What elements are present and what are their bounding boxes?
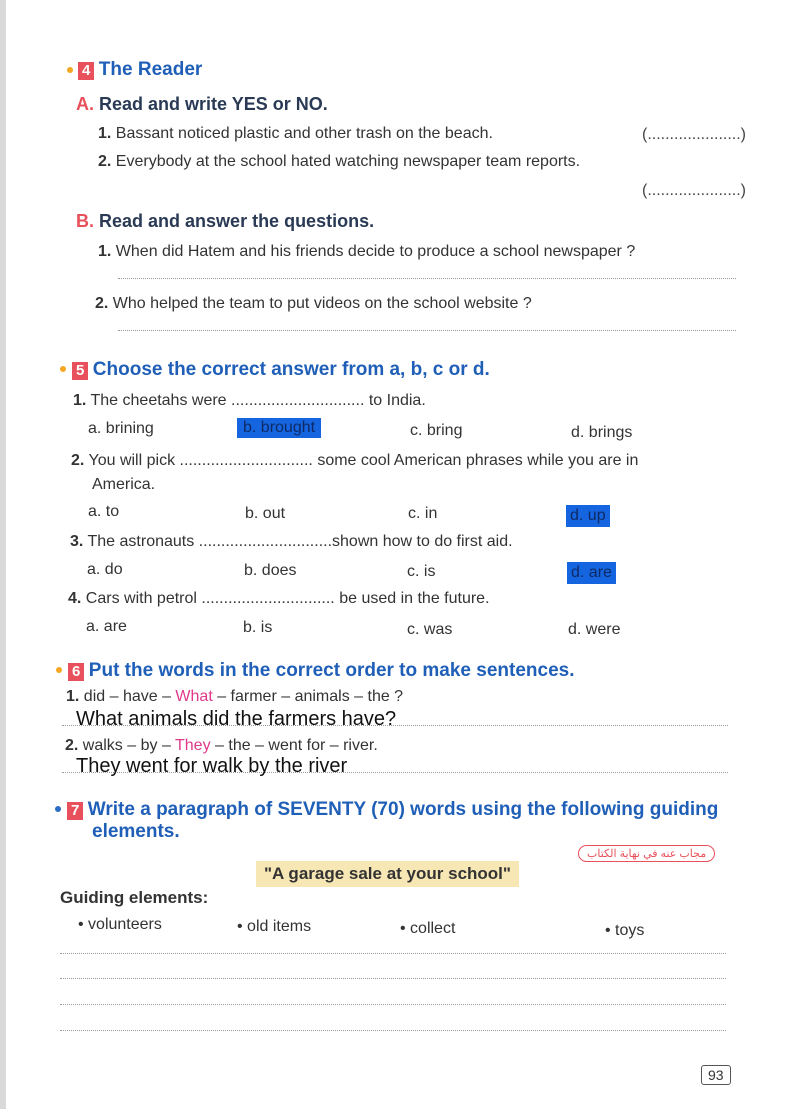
option-d[interactable]: d. were [568, 621, 621, 638]
part-letter: B. [76, 211, 94, 231]
question-text: some cool American phrases while you are in [312, 452, 639, 469]
option-d[interactable]: d. brings [571, 424, 633, 441]
guiding-element: • collect [400, 920, 456, 937]
section-number-badge: 4 [78, 62, 94, 80]
writing-line[interactable] [60, 1004, 726, 1005]
question-number: 2. [65, 737, 79, 754]
section-number-badge: 5 [72, 362, 88, 380]
section7-header [67, 799, 718, 821]
question-number: 4. [68, 590, 82, 607]
part-b-heading [76, 211, 374, 232]
question-text: shown how to do first aid. [332, 533, 513, 550]
question-blank: .............................. [231, 392, 365, 409]
question-item [98, 153, 580, 171]
option-c[interactable]: c. is [407, 563, 436, 580]
question-text: The cheetahs were [90, 392, 232, 409]
page-edge-shadow [0, 0, 6, 1109]
answer-line[interactable] [118, 330, 736, 331]
question-number: 1. [98, 243, 112, 260]
section-title: Choose the correct answer from a, b, c or d. [92, 359, 490, 380]
answer-line[interactable] [118, 278, 736, 279]
question-number: 2. [98, 153, 112, 170]
question-text: be used in the future. [334, 590, 490, 607]
word-list: walks – by – [82, 737, 175, 754]
question-text: When did Hatem and his friends decide to produce a school newspaper ? [115, 243, 636, 260]
section-number-badge: 6 [68, 663, 84, 681]
question-number: 3. [70, 533, 84, 550]
question-number: 1. [66, 688, 80, 705]
capitalized-word: They [175, 737, 211, 754]
answer-blank[interactable]: (.....................) [642, 182, 747, 199]
question-number: 2. [71, 452, 85, 469]
arabic-answer-note: مجاب عنه في نهاية الكتاب [578, 845, 715, 862]
paragraph-topic: "A garage sale at your school" [256, 861, 519, 887]
question-continuation: America. [92, 476, 156, 493]
option-b-highlighted[interactable]: b. brought [237, 418, 321, 438]
option-b[interactable]: b. out [245, 505, 286, 522]
option-a[interactable]: a. to [88, 503, 120, 520]
handwritten-answer[interactable]: What animals did the farmers have? [76, 708, 397, 730]
part-heading-text: Read and answer the questions. [99, 211, 375, 231]
guiding-element: • old items [237, 918, 312, 935]
option-d-highlighted[interactable]: d. up [566, 505, 610, 527]
question-blank: .............................. [179, 452, 313, 469]
section4-header [78, 59, 202, 81]
option-b[interactable]: b. is [243, 619, 273, 636]
question-text: The astronauts [87, 533, 199, 550]
mcq-question [70, 533, 513, 551]
question-text: to India. [364, 392, 426, 409]
page-number: 93 [701, 1065, 731, 1085]
section-number-badge: 7 [67, 802, 83, 820]
guiding-element: • toys [605, 922, 645, 939]
option-c[interactable]: c. bring [410, 422, 463, 439]
question-item [98, 243, 635, 261]
option-a[interactable]: a. are [86, 618, 127, 635]
question-text: Who helped the team to put videos on the school website ? [112, 295, 532, 312]
section6-header [68, 660, 574, 682]
writing-line[interactable] [60, 978, 726, 979]
writing-line[interactable] [60, 1030, 726, 1031]
part-heading-text: Read and write YES or NO. [99, 94, 328, 114]
option-a[interactable]: a. do [87, 561, 123, 578]
section-title-continuation: elements. [92, 821, 180, 842]
option-b[interactable]: b. does [244, 562, 297, 579]
question-text: Everybody at the school hated watching newspaper team reports. [115, 153, 581, 170]
section5-header [72, 359, 490, 381]
question-number: 1. [73, 392, 87, 409]
section-bullet [67, 67, 73, 73]
mcq-question [68, 590, 490, 608]
section-title: Write a paragraph of SEVENTY (70) words using the following guiding [87, 799, 719, 820]
question-text: Cars with petrol [85, 590, 202, 607]
section-bullet [60, 366, 66, 372]
guiding-element: • volunteers [78, 916, 162, 933]
question-text: You will pick [88, 452, 180, 469]
question-blank: .............................. [198, 533, 333, 550]
option-a[interactable]: a. brining [88, 420, 154, 437]
part-letter: A. [76, 94, 94, 114]
option-c[interactable]: c. in [408, 505, 438, 522]
writing-line[interactable] [60, 953, 726, 954]
capitalized-word: What [175, 688, 213, 705]
question-item [98, 125, 493, 143]
section-bullet [55, 806, 61, 812]
guiding-elements-label: Guiding elements: [60, 888, 209, 907]
mcq-question [71, 452, 638, 470]
question-item [95, 295, 532, 313]
part-a-heading [76, 94, 328, 115]
question-number: 2. [95, 295, 109, 312]
word-list: – the – went for – river. [210, 737, 378, 754]
section-title: The Reader [98, 59, 203, 80]
section-bullet [56, 667, 62, 673]
option-c[interactable]: c. was [407, 621, 453, 638]
scrambled-words [66, 688, 403, 706]
question-number: 1. [98, 125, 112, 142]
question-blank: .............................. [201, 590, 335, 607]
handwritten-answer[interactable]: They went for walk by the river [76, 755, 348, 777]
section-title: Put the words in the correct order to make sentences. [88, 660, 575, 681]
answer-blank[interactable]: (.....................) [642, 126, 747, 143]
word-list: did – have – [83, 688, 176, 705]
mcq-question [73, 392, 426, 410]
scrambled-words [65, 737, 378, 755]
option-d-highlighted[interactable]: d. are [567, 562, 616, 584]
question-text: Bassant noticed plastic and other trash on the beach. [115, 125, 493, 142]
word-list: – farmer – animals – the ? [212, 688, 404, 705]
